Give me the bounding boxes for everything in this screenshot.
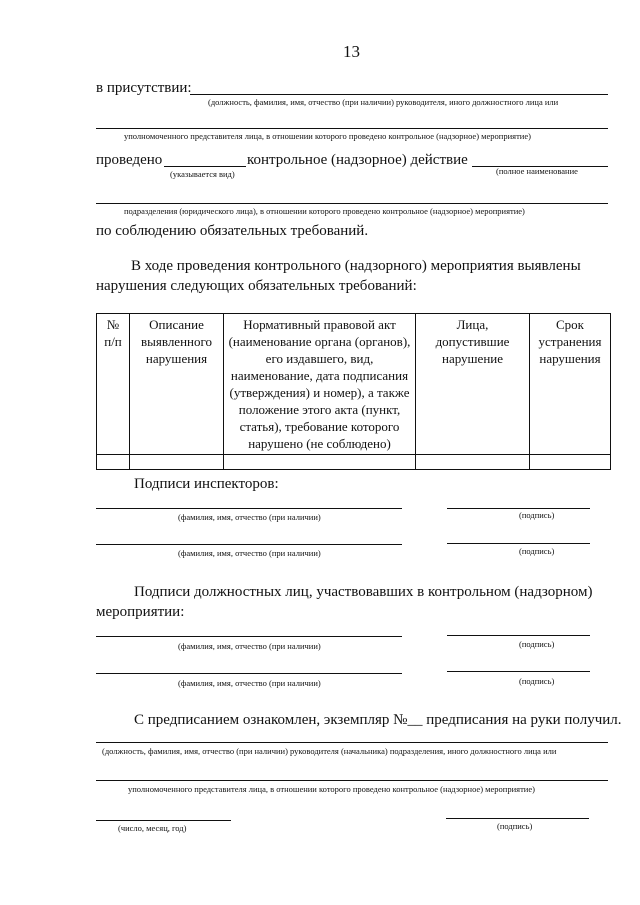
compliance-text: по соблюдению обязательных требований.	[96, 223, 369, 239]
conducted-label: проведено	[96, 152, 163, 168]
action-label: контрольное (надзорное) действие	[247, 152, 468, 168]
kind-hint: (указывается вид)	[170, 169, 235, 179]
header-persons: Лица, допустившие нарушение	[416, 314, 530, 455]
presence-hint-1: (должность, фамилия, имя, отчество (при наличии) руководителя, иного должностного лица или	[208, 97, 559, 107]
ack-hint-1: (должность, фамилия, имя, отчество (при наличии) руководителя (начальника) подразделения, иного должностного лица или	[102, 746, 557, 756]
official-1-sign-line	[447, 635, 590, 636]
ack-position-line	[96, 742, 608, 743]
officials-title-1: Подписи должностных лиц, участвовавших в контрольном (надзорном)	[134, 584, 593, 600]
inspector-1-sign-line	[447, 508, 590, 509]
ack-date-hint: (число, месяц, год)	[118, 823, 187, 833]
header-deadline: Срок устранения нарушения	[530, 314, 611, 455]
official-1-sign-hint: (подпись)	[519, 639, 555, 649]
inspector-2-sign-line	[447, 543, 590, 544]
ack-date-line	[96, 820, 231, 821]
header-legal-act: Нормативный правовой акт (наименование органа (органов), его издавшего, вид, наименование, дата подписания (утверждения) и номер), а также положение этого акта (пункт, статья), требование которого нарушено (не соблюдено)	[224, 314, 416, 455]
kind-line	[164, 166, 246, 167]
ack-representative-line	[96, 780, 608, 781]
header-number: № п/п	[97, 314, 130, 455]
inspector-1-name-line	[96, 508, 402, 509]
inspector-1-sign-hint: (подпись)	[519, 510, 555, 520]
official-1-name-line	[96, 636, 402, 637]
presence-hint-2: уполномоченного представителя лица, в отношении которого проведено контрольное (надзорное) мероприятие)	[124, 131, 531, 141]
inspector-2-fio-hint: (фамилия, имя, отчество (при наличии)	[178, 548, 321, 558]
official-1-fio-hint: (фамилия, имя, отчество (при наличии)	[178, 641, 321, 651]
violations-table	[96, 313, 611, 470]
presence-line-2	[96, 128, 608, 129]
cell-description[interactable]	[130, 455, 224, 470]
violations-intro-2: нарушения следующих обязательных требований:	[96, 278, 417, 294]
division-hint: подразделения (юридического лица), в отношении которого проведено контрольное (надзорное) мероприятие)	[124, 206, 525, 216]
header-description: Описание выявленного нарушения	[130, 314, 224, 455]
acknowledgement-text: С предписанием ознакомлен, экземпляр №__ предписания на руки получил.	[134, 712, 622, 728]
page-number: 13	[343, 42, 360, 61]
cell-number[interactable]	[97, 455, 130, 470]
table-header-row	[97, 314, 611, 455]
division-line	[96, 203, 608, 204]
official-2-name-line	[96, 673, 402, 674]
name-hint: (полное наименование	[496, 166, 578, 176]
table-row	[97, 455, 611, 470]
official-2-sign-hint: (подпись)	[519, 676, 555, 686]
inspectors-title: Подписи инспекторов:	[134, 476, 279, 492]
violations-intro-1: В ходе проведения контрольного (надзорного) мероприятия выявлены	[131, 258, 581, 274]
cell-deadline[interactable]	[530, 455, 611, 470]
ack-sign-line	[446, 818, 589, 819]
cell-persons[interactable]	[416, 455, 530, 470]
officials-title-2: мероприятии:	[96, 604, 185, 620]
inspector-1-fio-hint: (фамилия, имя, отчество (при наличии)	[178, 512, 321, 522]
inspector-2-sign-hint: (подпись)	[519, 546, 555, 556]
ack-sign-hint: (подпись)	[497, 821, 533, 831]
official-2-fio-hint: (фамилия, имя, отчество (при наличии)	[178, 678, 321, 688]
ack-hint-2: уполномоченного представителя лица, в отношении которого проведено контрольное (надзорное) мероприятие)	[128, 784, 535, 794]
presence-line	[190, 94, 608, 95]
inspector-2-name-line	[96, 544, 402, 545]
official-2-sign-line	[447, 671, 590, 672]
cell-legal-act[interactable]	[224, 455, 416, 470]
presence-label: в присутствии:	[96, 80, 192, 96]
